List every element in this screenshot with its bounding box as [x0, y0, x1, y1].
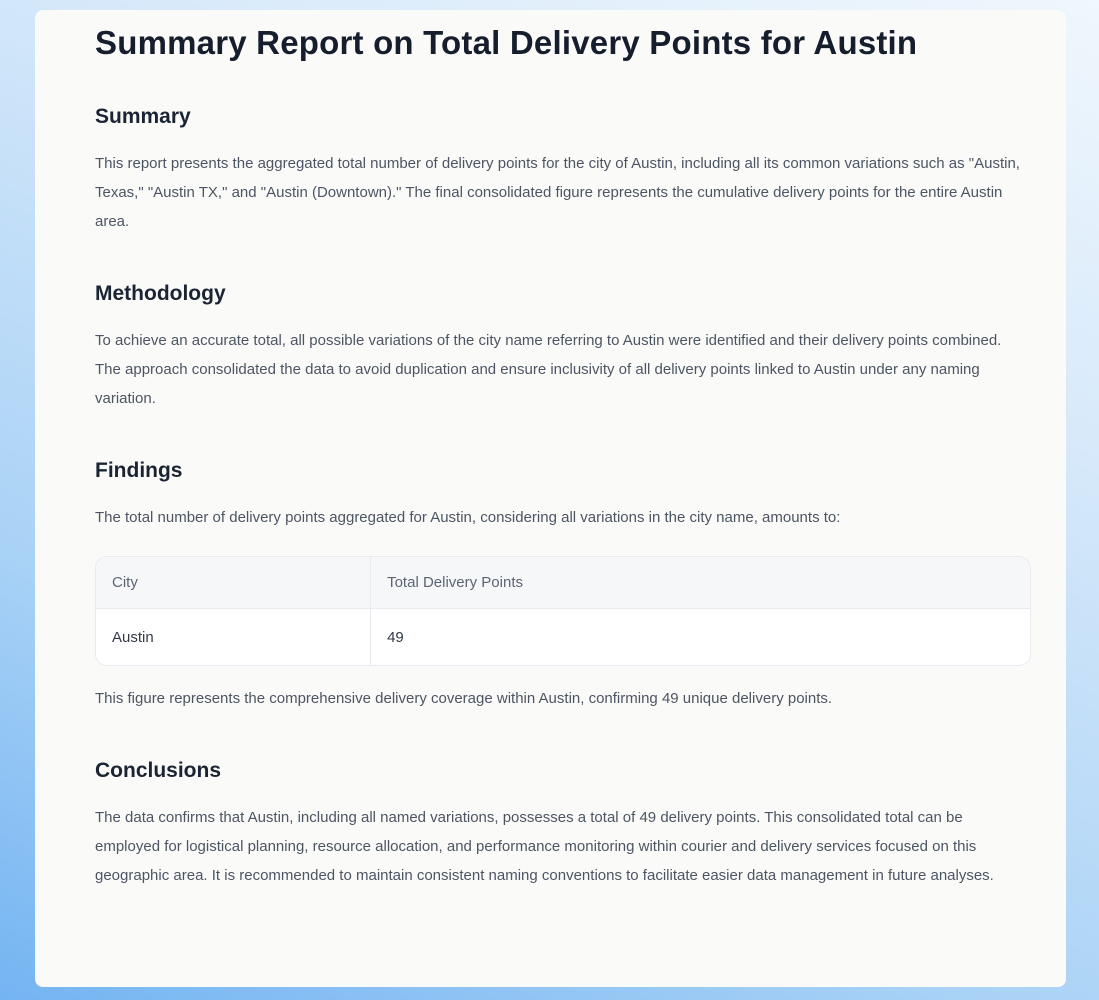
report-title: Summary Report on Total Delivery Points for Austin: [95, 24, 918, 61]
table-cell-total-delivery-points: 49: [371, 609, 1030, 665]
findings-table-header-row: [96, 557, 1030, 609]
findings-intro-paragraph: The total number of delivery points aggregated for Austin, considering all variations in the city name, amounts to:: [95, 508, 841, 526]
findings-table-container: [95, 556, 1031, 666]
methodology-heading: Methodology: [95, 281, 226, 305]
methodology-paragraph: To achieve an accurate total, all possible variations of the city name referring to Austin were identified and their delivery points combined. The approach consolidated the data to avoid duplication and ensure inclusivity of all delivery points linked to Austin under any naming variation.: [95, 331, 1002, 407]
table-row: [96, 609, 1030, 665]
table-cell-city: Austin: [96, 609, 371, 665]
conclusions-heading: Conclusions: [95, 758, 222, 782]
findings-note-paragraph: This figure represents the comprehensive delivery coverage within Austin, confirming 49 unique delivery points.: [95, 689, 833, 707]
findings-heading: Findings: [95, 458, 183, 482]
conclusions-paragraph: The data confirms that Austin, including all named variations, possesses a total of 49 delivery points. This consolidated total can be employed for logistical planning, resource allocation, and performance monitoring within courier and delivery services focused on this geographic area. It is recommended to maintain consistent naming conventions to facilitate easier data management in future analyses.: [95, 808, 994, 884]
table-header-city: City: [96, 557, 371, 609]
table-header-total-delivery-points: Total Delivery Points: [371, 557, 1030, 609]
summary-paragraph: This report presents the aggregated total number of delivery points for the city of Austin, including all its common variations such as "Austin, Texas," "Austin TX," and "Austin (Downtown)." The final consolidated figure represents the cumulative delivery points for the entire Austin area.: [95, 154, 1020, 230]
summary-heading: Summary: [95, 104, 191, 128]
findings-table: [96, 557, 1030, 665]
report-card: [35, 10, 1066, 987]
